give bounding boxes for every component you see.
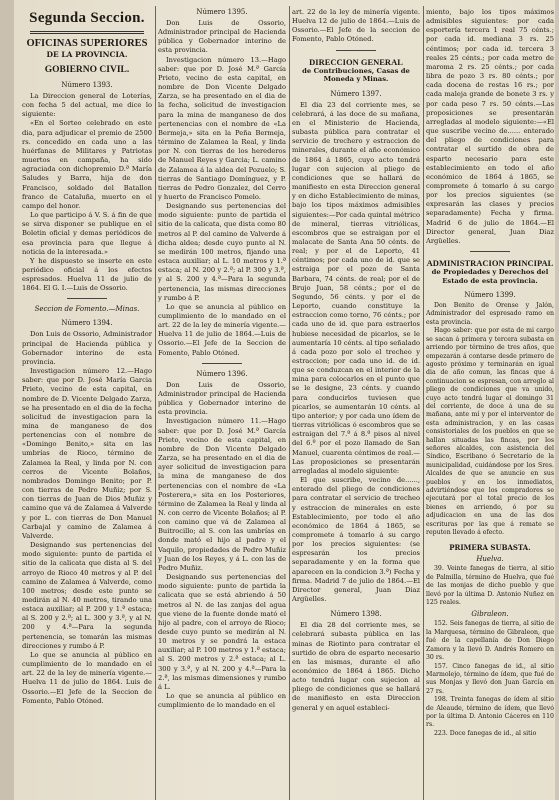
column-4	[426, 0, 554, 800]
column-3	[292, 0, 420, 800]
paragraph: Investigacion número 13.—Hago saber: que por D. José M.ª García Prieto, vecino de esta capital, en nombre de Don Vicente Delgado Zarza, se ha presentado en el dia de la fecha, solicitud de investigacion para la mina de manganeso de dos pertenencias con el nombre de «La Bermeja,» sita en la Peña Bermeja, término de Zalamea la Real, y linda por N. con tierras de los herederos de Manuel Reyes y Garcia; L. camino de Zalamea á la aldea del Pozuelo; S. tierras de Santiago Domínguez, y P. tierras de Pedro Gonzalez, del Cerro y huerto de Francisco Pomelo.	[158, 55, 286, 201]
paragraph: Investigacion número 11.—Hago saber: que por D. José M.ª García Prieto, vecino de esta capital, en nombre de Don Vicente Delgado Zarza, se ha presentado en el dia de ayer solicitud de investigacion para la mina de manganeso de dos pertenencias con el nombre de «La Posterera,» sita en los Posteriores, término de Zalamea la Real y linda al N. con cerro de Vicente Bolaños; al P. con camino que vá de Zalamea al Buitrocillo; al S. con las umbrías en donde mató el hijo al padre y el Vaquilo, propiedades de Pedro Muñiz y Juan de los Reyes, y á L. con las de Pedro Muñiz.	[158, 417, 286, 572]
column-rule	[289, 6, 290, 800]
paragraph: 39. Veinte fanegas de tierra, al sitio de Palmilla, término de Huelva, que fué de las monjas de dicho pueblo y que llevó por la última D. Antonio Nuñez en 125 reales.	[426, 565, 554, 607]
town-heading: Gibraleon.	[471, 610, 509, 619]
subsection-heading: Seccion de Fomento.—Minas.	[34, 305, 140, 314]
paragraph: Lo que se anuncia al público en cumplimiento de lo mandado en el art. 22 de la ley de minería vigente.—Huelva 11 de julio de 1864. Luis de Ossorio.—El Jefe de la Seccion de Fomento, Pablo Otóned.	[22, 650, 152, 705]
town-heading: Huelva.	[476, 555, 504, 564]
paragraph: El dia 28 del corriente mes, se celebrará subasta pública en las minas de Riotinto para contratar el surtido de obra de esparto necesario en las mismas, durante el año económico de 1864 á 1865. Dicho acto tendrá lugar con sujecion al pliego de condiciones que se hallará de manifiesto en esta Direccion general y en aquel estableci-	[292, 621, 420, 712]
paragraph: Designando sus pertenencias del modo siguiente: punto de partida el sitio de la calicata, que dista como 80 metros al P. del camino de Valverde á dicha aldea; desde cuyo punto al N. se medirán 100 metros, fijando una estaca auxiliar; al L. 10 metros y 1.ª estaca; al N. 200 y 2.ª; al P. 300 y 3.ª, y al S. 200 y 4.ª—Para la segunda pertenencia, las mismas direcciones y rumbo á P.	[158, 202, 286, 302]
paragraph: Hago saber: que por esta de mi cargo se sacan á primera y tercera subasta en arriendo por término de tres años, que empezarán á contarse desde primero de agosto próximo y terminarán en igual dia de año comun, las fincas que á continuacion se espresan, con arreglo al pliego de condiciones que va unido, cuyo acto tendrá lugar el domingo 31 del corriente, de doce á una de su mañana, ante mí y por el interventor de esta administracion, y en las casas consistoriales de los pueblos en que se hallan situadas las fincas, por los señores alcaldes, con asistencia del Síndico, Escribano ó Secretario de la municipalidad, cuidándose por los Sres. Alcaldes de que se anuncie en sus pueblos y en los inmediatos, advirtiéndose que los compradores se ejecutará por el total precio de los bienes en arriendo, ó por su adjudicacion en una de las dos escrituras por las que á remate se reputen llevado á efecto.	[426, 327, 554, 537]
paragraph: Don Luis de Ossorio, Administrador principal de Hacienda pública y Gobernador interino de esta provincia.	[158, 380, 286, 417]
notice-number: Número 1394.	[61, 319, 113, 328]
paragraph: «En el Sorteo celebrado en este dia, para adjudicar el premio de 2500 rs. concedido en cada uno a las huérfanas de Militares y Patriotas muertos en campaña, ha sido agraciada con dichopremio D.ª María Saludes y Barra, hija de don Francisco, soldado del Batallon franco de Cataluña, muerto en el campo del honor.	[22, 119, 152, 210]
direccion-heading: DIRECCION GENERAL	[309, 56, 403, 67]
binding-edge	[0, 0, 14, 800]
paragraph: Lo que participo á V. S. á fin de que se sirva disponer se publique en el Boletin oficial y demas periódicos de esa provincia para que llegue á noticia de la interesada.»	[22, 211, 152, 256]
paragraph: 223. Doce fanegas de id., al sitio	[434, 729, 537, 737]
notice-number: Número 1393.	[61, 81, 113, 89]
administracion-subheading: de Propiedades y Derechos del Estado de esta provincia.	[431, 268, 549, 285]
paragraph: miento, bajo los tipos máximos admisibles siguientes: por cada esportería tercera 1 real 75 cénts.; por cada id. mediana 3 rs. 25 céntimos; por cada id. tercera 3 reales 25 cénts.; por cada metro de maroma 2 rs. 25 cénts.; por cada libra de pozo 3 rs. 80 cénts.; por cada docena de restas 16 rs.; por cada maleja grande de bonete 3 rs. y por cada peso 7 rs. 50 cénts.—Las proposiciones se presentarán arregladas al modelo siguiente:—«El que suscribe vecino de...... enterado del pliego de condiciones para contratar el surtido de obra de esparto necesario para este establecimiento en todo el año económico de 1864 á 1865, se compromete á tomarlo á su cargo por los precios siguientes (se expresarán las clases y precios separadamente) Fecha y firma. Madrid 6 de julio de 1864.—El Director general, Juan Diaz Argüelles.	[426, 8, 554, 245]
paragraph: 198. Treinta fanegas de ídem al sitio de Aleaude, término de ídem, que llevó por la última D. Antonio Cáceres en 110 rs.	[426, 696, 554, 729]
paragraph: Designando sus pertenencias del modo siguiente: punto de partida el sitio de la calicata que dista al S. del arroyo de Rioco 40 metros y al P. del camino de Zalamea á Valverde, como 100 metros; desde este punto se medirán al N. 40 metros, tirando una estaca auxiliar; al P. 200 y 1.ª estaca; al S. 200 y 2.ª; al L. 300 y 3.ª, y al N. 200 y 4.ª—Para la segunda pertenencia, se tomarán las mismas direcciones y rumbo á P.	[22, 541, 152, 650]
divider	[30, 33, 144, 34]
notice-number: Número 1399.	[464, 291, 516, 300]
paragraph: Lo que se anuncia al público en cumplimiento de lo mandado en el art. 22 de la ley de minería vigente.—Huelva 11 de julio de 1864.—Luis de Ossorio.—El Jefe de la Seccion de Fomento, Pablo Otóned.	[158, 302, 286, 357]
notice-number: Número 1398.	[330, 610, 382, 619]
column-1	[22, 0, 152, 800]
notice-number: Número 1395.	[196, 8, 248, 16]
column-rule	[155, 6, 156, 800]
page-edge	[555, 0, 559, 800]
paragraph: Designando sus pertenencias del modo siguiente: punto de partida la calicata que se está abriendo á 50 metros al N. de las zanjas del agua que viene de la fuente donde mató el hijo al padre, con el arroyo de Rioco; desde cuyo punto se medirán al N. 10 metros y se pondrá la estaca auxiliar; al P. 100 metros y 1.ª estaca; al S. 200 metros y 2.ª estaca; al L. 300 y 3.ª, y al N. 200 y 4.ª—Para la 2.ª, las mismas dimensiones y rumbo á L.	[158, 573, 286, 691]
divider	[470, 251, 510, 252]
notice-number: Número 1397.	[330, 89, 382, 98]
paragraph: Don Benito de Orense y Jalón, Administrador del espresado ramo en esta provincia.	[426, 302, 554, 326]
paragraph: La Direccion general de Loterías, con fecha 5 del actual, me dice lo siguiente:	[22, 92, 152, 119]
divider	[30, 31, 144, 32]
column-2	[158, 0, 286, 800]
paragraph: Don Luis de Ossorio, Administrador principal de Hacienda pública y Gobernador interino de esta provincia.	[158, 19, 286, 55]
paragraph: 152. Seis fanegas de tierra, al sitio de la Marquesa, término de Gibraleon, que fué de la capellanía de Don Diego Zamora y la llevó D. Andrés Romero en 30 rs.	[426, 620, 554, 662]
administracion-heading: ADMINISTRACION PRINCIPAL	[426, 258, 554, 269]
paragraph: Lo que se anuncia al público en cumplimiento de lo mandado en el	[158, 692, 286, 710]
paragraph: 157. Cinco fanegas de id., al sitio Marmolejo, término de ídem, que fué de sus Monjas y llevó don Juan García en 27 rs.	[426, 662, 554, 695]
offices-heading: OFICINAS SUPERIORES	[26, 38, 148, 49]
paragraph: El que suscribe, vecino de......, enterado del pliego de condiciones para contratar el servicio de trecheo y estraccion de minerales en este Establecimiento, por todo el año económico de 1864 á 1865, se compromete á tomarlo á su cargo por los precios siguientes: (se espresarán los precios separadamente y en la forma que aparecen en la condicion 3.ª) Fecha y firma. Madrid 7 de julio de 1864.—El Director general, Juan Diaz Argüelles.	[292, 476, 420, 604]
notice-number: Número 1396.	[196, 369, 248, 378]
paragraph: El dia 23 del corriente mes, se celebrará, á las doce de su mañana, en el Ministerio de Hacienda, subasta pública para contratar el servicio de trechero y estraccion de minerales, durante el año económico de 1864 á 1865, cuyo acto tendrá lugar con sujecion al pliego de condiciones que se hallará de manifiesto en esta Direccion general y en dicho Establecimiento de minas, bajo los tipos máximos admisibles siguientes:—Por cada quintal métrico de mineral, tierras vitriólicas, escombros que se estraigan por el malacate de Santa Ana 50 cénts. de real; y por el de Leporto, 41 céntimos; por cada uno de id. que se estraiga por el pozo de Santa Barbara, 74 cénts. de real; por el de Brujo Juan, 58 cénts.; por el de Segundo, 56 cénts. y por el de Leporto, cuando constituye la estraccion como torno, 76 cénts.; por cada uno de id. que para estraerlos hubiese necesidad de picarlos, se le aumentaría 10 cénts. al tipo señalado á cada pozo por solo el trecheo y estraccion; por cada uno id. de id. que se conduzcan en el interior de la mina para colocarlos en el punto que se le designe, 23 cénts. y cuando para conducirlos tuviesen que picarlos, se aumentarán 10 cénts. al tipo anterior; y por cada uno ídem de tierras vitriólicas ó escombros que se estraigan del 7.º á 8.º pisos al nivel del 6.º por el pozo llamado de San Manuel, cuarenta céntimos de real.—Las proposiciones se presentarán arregladas al modelo siguiente:	[292, 100, 420, 475]
paragraph: Investigacion número 12.—Hago saber: que por D. José María Garcia Prieto, vecino de esta capital, en nombre de D. Vicente Delgado Zarza, se ha presentado en el dia de la fecha solicitud de investigacion para la mina de manganeso de dos pertenencias con el nombre de «Domingo Benito,» sita en las umbrías de Rioco, término de Zalamea la Real, y linda por N. con cerros de Vicente Bolaños, nombrados Domingo Benito; por P. con tierras de Pedro Muñiz; por S. con tierras de Juan de Dios Muñiz y camino que vá de Zalamea á Valverde y por L. con tierras de Don Manuel Carbajal y camino de Zalamea á Valverde.	[22, 367, 152, 540]
paragraph: Y he dispuesto se inserte en este periódico oficial á los efectos espresados. Huelva 11 de julio de 1864. El G. I.—Luis de Ossorio.	[22, 256, 152, 293]
offices-subheading: DE LA PROVINCIA.	[46, 50, 128, 59]
subasta-heading: PRIMERA SUBASTA.	[449, 543, 531, 553]
section-title: Segunda Seccion.	[29, 10, 145, 26]
column-rule	[423, 6, 424, 800]
direccion-subheading: de Contribuciones, Casas de Moneda y Minas.	[302, 66, 410, 84]
gobierno-heading: GOBIERNO CIVIL.	[44, 65, 130, 75]
paragraph: art. 22 de la ley de minería vigente. Huelva 12 de julio de 1864.—Luis de Ossorio.—El Jefe de la seccion de Fomento, Pablo Otóned.	[292, 8, 420, 44]
divider	[202, 363, 242, 364]
divider	[336, 50, 376, 51]
divider	[67, 298, 107, 299]
paragraph: Don Luis de Ossorio, Administrador principal de Hacienda pública y Gobernador interino de esta provincia.	[22, 330, 152, 366]
